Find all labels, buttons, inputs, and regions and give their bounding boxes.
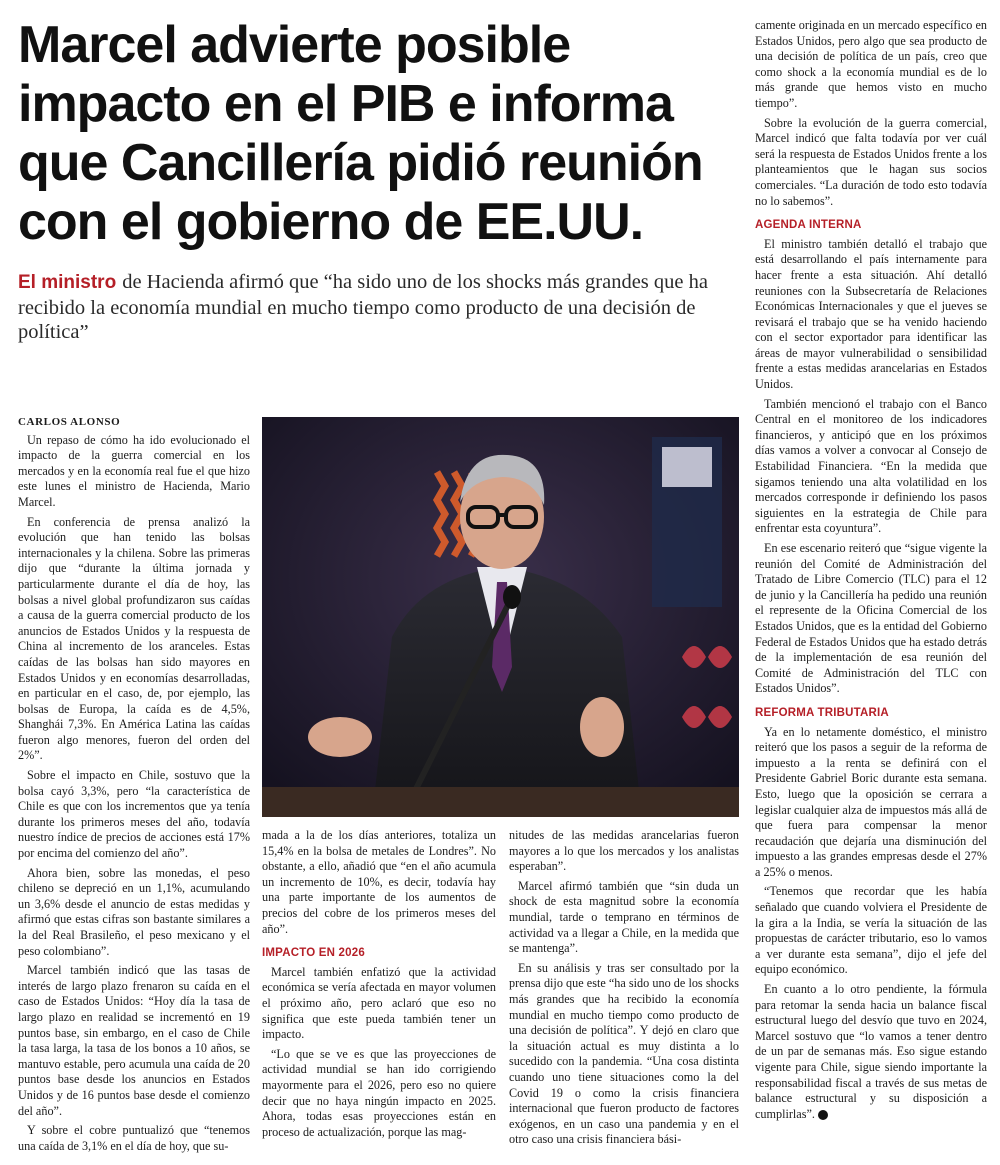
headline-line: que Cancillería pidió reunión xyxy=(18,134,703,192)
paragraph: Sobre la evolución de la guerra comercial, Marcel indicó que falta todavía por ver cuál será la respuesta de Estados Unidos frente a los planteamientos que le hagan sus socios comerciales. “La duración de todo esto todavía no lo sabemos”. xyxy=(755,115,987,208)
article-photo xyxy=(262,417,739,817)
paragraph: El ministro también detalló el trabajo que está desarrollando el país internamente para hacer frente a esta situación. Ahí detalló reuniones con la Subsecretaría de Relaciones Económicas Internacionales y que el jueves se revisará el trabajo que se ha venido haciendo con el sector exportador para identificar las áreas de mayor vulnerabilidad o sensibilidad frente a estas medidas arancelarias en Estados Unidos. xyxy=(755,236,987,392)
article-column-4 xyxy=(755,18,987,1126)
paragraph: En su análisis y tras ser consultado por la prensa dijo que este “ha sido uno de los shocks más grandes que ha recibido la economía mundial en mucho tiempo como producto de una decisión de política”. Y dejó en claro que la situación actual es muy distinta a lo sucedido con la pandemia. “Una cosa distinta cuando uno tiene situaciones como la del Covid 19 o como la crisis financiera internacional que fueron producto de factores exógenos, en un caso una pandemia y en el otro caso una crisis financiera bási- xyxy=(509,960,739,1147)
paragraph: “Lo que se ve es que las proyecciones de actividad mundial se han ido corrigiendo mayormente para el 2026, pero eso no quiere decir que no haya ningún impacto en 2025. Ahora, todas esas proyecciones están en proceso de actualización, porque las mag- xyxy=(262,1046,496,1139)
paragraph: En conferencia de prensa analizó la evolución que han tenido las bolsas internacionales y la chilena. Sobre las primeras dijo que “durante la última jornada y particularmente durante el día de hoy, las bolsas a nivel global profundizaron sus caídas a causa de la guerra comercial producto de los anuncios de Estados Unidos y la respuesta de China al incremento de los aranceles. Estas caídas de las bolsas han sido mayores en Estados Unidos y en economías desarrolladas, en particular en el caso, de, por ejemplo, las bolsas de Europa, la caída es de 4,5%, Shanghái 7,3%. En América Latina las caídas fueron algo menores, fueron del orden del 2%”. xyxy=(18,514,250,763)
paragraph: Ahora bien, sobre las monedas, el peso chileno se depreció en un 1,1%, acumulando un 3,6% desde el anuncio de estas medidas y afirmó que estas cifras son bastante similares a la del Real Brasileño, el peso mexicano y el peso colombiano”. xyxy=(18,865,250,958)
paragraph: En ese escenario reiteró que “sigue vigente la reunión del Comité de Administración del Tratado de Libre Comercio (TLC) para el 12 de junio y la Cancillería ha pedido una reunión el represente de la Oficina Comercial de los Estados Unidos, que es la entidad del Gobierno Federal de Estados Unidos que ha estado detrás de la implementación de esa reunión del Comité de Administración del TLC con Estados Unidos”. xyxy=(755,541,987,696)
paragraph: “Tenemos que recordar que les había señalado que cuando volviera el Presidente de la gira a la India, se vería la situación de las propuestas de carácter tributario, eso lo vamos a ver durante esta semana”, dijo el jefe del equipo económico. xyxy=(755,884,987,977)
paragraph: Marcel también indicó que las tasas de interés de largo plazo frenaron su caída en el caso de Estados Unidos: “Hoy día la tasa de largo plazo en realidad se incrementó en 19 puntos base, sin embargo, en el caso de Chile la tasa larga, la tasa de los bonos a 10 años, se mantuvo estable, pero acumula una caída de 20 puntos base desde los anuncios en Estados Unidos y de 16 puntos base desde el comienzo del año”. xyxy=(18,963,250,1118)
paragraph: También mencionó el trabajo con el Banco Central en el monitoreo de los indicadores financieros, y anticipó que en los próximos días vamos a volver a convocar al Consejo de Estabilidad Financiera. “En la medida que sigamos teniendo una alta volatilidad en los mercados corresponde ir definiendo los pasos siguientes en la estrategia de Chile para enfrentar esta coyuntura”. xyxy=(755,396,987,536)
minister-photo xyxy=(262,417,739,817)
paragraph: Y sobre el cobre puntualizó que “tenemos una caída de 3,1% en el día de hoy, que su- xyxy=(18,1123,250,1153)
paragraph: mada a la de los días anteriores, totaliza un 15,4% en la bolsa de metales de Londres”. No obstante, a ello, añadió que “en el año acumula un incremento de 10%, es decir, todavía hay una parte importante de los aumentos de precios del cobre de los primeros meses del año”. xyxy=(262,828,496,936)
paragraph: camente originada en un mercado específico en Estados Unidos, pero algo que sea producto de una decisión de política de un país, creo que como shock a la economía mundial es de lo más grande que hemos visto en mucho tiempo”. xyxy=(755,18,987,110)
deck-lead: El ministro xyxy=(18,272,117,293)
headline-line: Marcel advierte posible xyxy=(18,16,571,74)
deck-text: de Hacienda afirmó que “ha sido uno de los shocks más grandes que ha recibido la economía mundial en mucho tiempo como producto de una decisión de política” xyxy=(18,271,708,343)
paragraph: Marcel también enfatizó que la actividad económica se vería afectada en mayor volumen el próximo año, pero aclaró que eso no significa que este pueda también tener un impacto. xyxy=(262,964,496,1042)
paragraph: Sobre el impacto en Chile, sostuvo que la bolsa cayó 3,3%, pero “la característica de Chile es que con los incrementos que ya tenía durante los primeros meses del año, todavía nuestro índice de precios de acciones está 17% por encima del comienzo del año”. xyxy=(18,768,250,861)
paragraph-last xyxy=(755,982,987,1122)
paragraph: Un repaso de cómo ha ido evolucionado el impacto de la guerra comercial en los mercados y en la economía real fue el que hizo este lunes el ministro de Hacienda, Mario Marcel. xyxy=(18,432,250,509)
paragraph: nitudes de las medidas arancelarias fueron mayores a lo que los mercados y los analistas esperaban”. xyxy=(509,828,739,874)
article-column-1 xyxy=(18,415,250,1158)
subheading-impacto: IMPACTO EN 2026 xyxy=(262,947,365,960)
paragraph-text: En cuanto a lo otro pendiente, la fórmula para retomar la senda hacia un balance fiscal estructural luego del desvío que tuvo en 2024, Marcel sostuvo que “lo vamos a tener dentro de un par de semanas más. Eso sigue estando vigente para Chile, sigue siendo importante la responsabilidad fiscal a través de sus metas de balance estructural y su disposición a cumplirlas”. xyxy=(755,982,987,1121)
paragraph: Marcel afirmó también que “sin duda un shock de esta magnitud sobre la economía mundial, tarde o temprano en términos de actividad va a llegar a Chile, en la medida que se mantenga”. xyxy=(509,878,739,956)
subheading-reforma: REFORMA TRIBUTARIA xyxy=(755,706,889,719)
article-column-3 xyxy=(509,828,739,1152)
headline-line: impacto en el PIB e informa xyxy=(18,75,673,133)
end-mark-icon xyxy=(818,1110,828,1120)
article-column-2 xyxy=(262,828,496,1144)
paragraph: Ya en lo netamente doméstico, el ministro reiteró que los pasos a seguir de la reforma de impuesto a la renta se definirá con el Presidente Gabriel Boric durante esta semana. Esto, luego que la oposición se cerrara a legislar cualquier alza de impuestos más allá de que fuera para compensar la menor recaudación que dejaría una disminución del impuesto a las grandes empresas desde el 27% a 25% o menos. xyxy=(755,724,987,879)
byline: CARLOS ALONSO xyxy=(18,416,121,428)
subheading-agenda: AGENDA INTERNA xyxy=(755,219,862,232)
headline-line: con el gobierno de EE.UU. xyxy=(18,193,644,251)
article-deck xyxy=(18,270,738,345)
headline xyxy=(18,16,738,252)
